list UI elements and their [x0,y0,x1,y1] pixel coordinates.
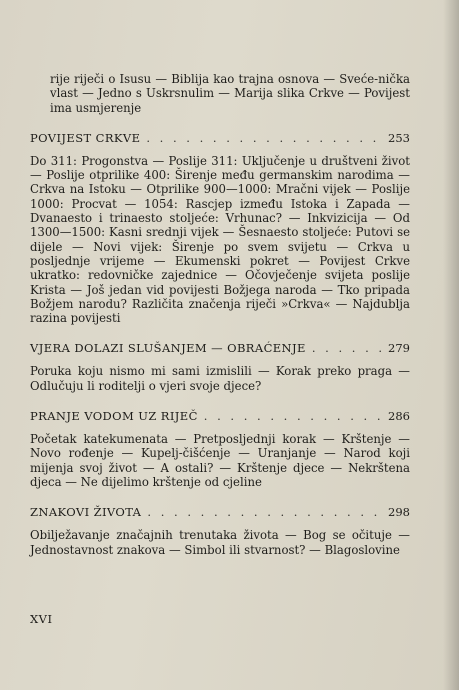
section-body: Do 311: Progonstva — Poslije 311: Uključenje u društveni život — Poslije otprilike 400: Širenje među germanskim narodima — Crkva na Istoku — Otprilike 900—1000: Mračni vijek — Poslije 1000: Procvat — 1054: Rascjep između Istoka i Zapada — Dvanaesto i trinaesto stoljeće: Vrhunac? — Inkvizicija — Od 1300—1500: Kasni srednji vijek — Šesnaesto stoljeće: Putovi se dijele — Novi vijek: Širenje po svem svijetu — Crkva u posljednje vrijeme — Ekumenski pokret — Povijest Crkve ukratko: redovničke zajednice — Očovječenje svijeta poslije Krista — Još jedan vid povijesti Božjega naroda — Tko pripada Božjem narodu? Različita značenja riječi »Crkva« — Najdublja razina povijesti [30,153,410,326]
toc-section-pranje-vodom [30,409,410,489]
section-title: PRANJE VODOM UZ RIJEČ [30,409,198,424]
page-number: 298 [388,505,410,520]
page-edge-shadow [443,0,459,690]
dot-leader [146,131,382,145]
page-number: 286 [388,409,410,424]
section-body: Obilježavanje značajnih trenutaka života — Bog se očituje — Jednostavnost znakova — Simbol ili stvarnost? — Blagoslovine [30,528,410,557]
page-number: 253 [388,130,410,145]
toc-section-vjera-dolazi [30,341,410,393]
intro-paragraph: rije riječi o Isusu — Biblija kao trajna osnova — Sveće-nička vlast — Jedno s Uskrsnulim — Marija slika Crkve — Povijest ima usmjerenje [50,72,410,115]
section-title: VJERA DOLAZI SLUŠANJEM — OBRAĆENJE [30,341,306,356]
section-body: Početak katekumenata — Pretposljednji korak — Krštenje — Novo rođenje — Kupelj-čišćenje — Uranjanje — Narod koji mijenja svoj život — A ostali? — Krštenje djece — Nekrštena djeca — Ne dijelimo krštenje od cjeline [30,432,410,489]
dot-leader [204,409,382,423]
page-number: 279 [388,341,410,356]
section-title: POVIJEST CRKVE [30,130,141,145]
toc-section-znakovi-zivota [30,505,410,557]
toc-section-povijest-crkve [30,131,410,326]
dot-leader [312,341,382,355]
toc-heading [30,341,410,355]
toc-heading [30,409,410,423]
section-title: ZNAKOVI ŽIVOTA [30,505,142,520]
toc-heading [30,131,410,145]
dot-leader [147,505,382,519]
table-of-contents [30,72,410,557]
toc-heading [30,505,410,519]
section-body: Poruka koju nismo mi sami izmislili — Korak preko praga — Odlučuju li roditelji o vjeri svoje djece? [30,364,410,393]
footer-page-number: XVI [30,612,53,626]
